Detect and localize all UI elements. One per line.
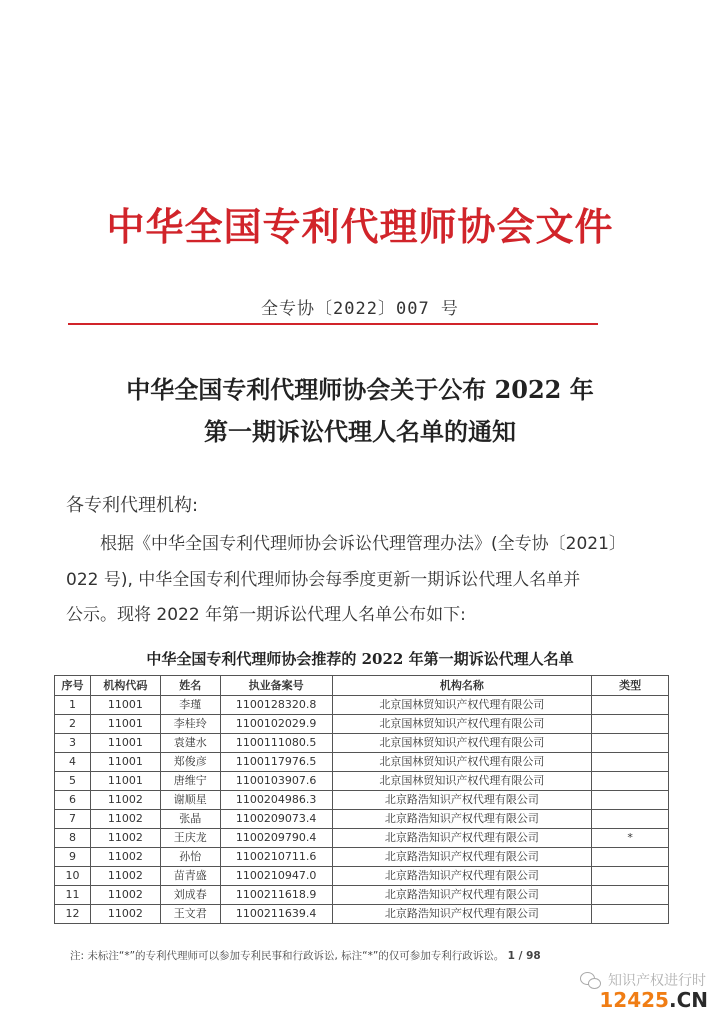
- cell-name: 刘成春: [160, 886, 220, 905]
- cell-seq: 10: [55, 867, 91, 886]
- table-row: [55, 905, 669, 924]
- cell-agency-code: 11002: [90, 791, 160, 810]
- cell-agency-name: 北京国林贸知识产权代理有限公司: [332, 696, 592, 715]
- cell-agency-name: 北京路浩知识产权代理有限公司: [332, 867, 592, 886]
- table-body: [55, 696, 669, 924]
- notice-title-line-2: 第一期诉讼代理人名单的通知: [204, 417, 516, 446]
- cell-type: [592, 772, 669, 791]
- cell-name: 孙怡: [160, 848, 220, 867]
- cell-license-number: 1100117976.5: [220, 753, 332, 772]
- cell-agency-name: 北京国林贸知识产权代理有限公司: [332, 753, 592, 772]
- cell-agency-name: 北京路浩知识产权代理有限公司: [332, 829, 592, 848]
- agent-roster-table: [54, 675, 669, 924]
- cell-agency-code: 11002: [90, 867, 160, 886]
- site-logo: [599, 988, 708, 1012]
- logo-number: 12425: [599, 988, 669, 1012]
- cell-license-number: 1100102029.9: [220, 715, 332, 734]
- cell-name: 唐维宁: [160, 772, 220, 791]
- cell-agency-name: 北京路浩知识产权代理有限公司: [332, 886, 592, 905]
- cell-type: [592, 810, 669, 829]
- cell-name: 李瑾: [160, 696, 220, 715]
- table-row: [55, 829, 669, 848]
- cell-seq: 8: [55, 829, 91, 848]
- cell-name: 袁建水: [160, 734, 220, 753]
- cell-name: 郑俊彦: [160, 753, 220, 772]
- cell-agency-code: 11001: [90, 734, 160, 753]
- header-agency-code: 机构代码: [90, 676, 160, 696]
- cell-type: [592, 715, 669, 734]
- footnote: [70, 948, 541, 963]
- header-license-number: 执业备案号: [220, 676, 332, 696]
- cell-agency-code: 11001: [90, 715, 160, 734]
- table-header-row: [55, 676, 669, 696]
- table-row: [55, 715, 669, 734]
- body-paragraph-line-3: 公示。现将 2022 年第一期诉讼代理人名单公布如下:: [66, 605, 466, 625]
- table-row: [55, 867, 669, 886]
- masthead-title: 中华全国专利代理师协会文件: [106, 204, 614, 249]
- cell-agency-name: 北京国林贸知识产权代理有限公司: [332, 734, 592, 753]
- body-paragraph-line-2: 022 号), 中华全国专利代理师协会每季度更新一期诉讼代理人名单并: [66, 570, 581, 590]
- cell-agency-code: 11001: [90, 772, 160, 791]
- cell-type: *: [592, 829, 669, 848]
- body-paragraph-line-1: [66, 527, 666, 561]
- cell-type: [592, 696, 669, 715]
- cell-license-number: 1100209790.4: [220, 829, 332, 848]
- cell-type: [592, 734, 669, 753]
- table-row: [55, 696, 669, 715]
- cell-license-number: 1100211639.4: [220, 905, 332, 924]
- cell-name: 谢顺星: [160, 791, 220, 810]
- cell-agency-code: 11002: [90, 848, 160, 867]
- cell-seq: 12: [55, 905, 91, 924]
- cell-seq: 2: [55, 715, 91, 734]
- table-row: [55, 848, 669, 867]
- cell-license-number: 1100210711.6: [220, 848, 332, 867]
- page-number: 1 / 98: [507, 950, 541, 962]
- cell-name: 王庆龙: [160, 829, 220, 848]
- cell-agency-name: 北京路浩知识产权代理有限公司: [332, 810, 592, 829]
- cell-seq: 1: [55, 696, 91, 715]
- table-row: [55, 734, 669, 753]
- cell-agency-name: 北京路浩知识产权代理有限公司: [332, 848, 592, 867]
- cell-agency-code: 11002: [90, 886, 160, 905]
- cell-seq: 6: [55, 791, 91, 810]
- cell-license-number: 1100209073.4: [220, 810, 332, 829]
- cell-type: [592, 753, 669, 772]
- cell-license-number: 1100204986.3: [220, 791, 332, 810]
- cell-type: [592, 905, 669, 924]
- footnote-text: 注: 未标注“*”的专利代理师可以参加专利民事和行政诉讼, 标注“*”的仅可参加专利行政诉讼。: [70, 950, 505, 962]
- table-row: [55, 791, 669, 810]
- cell-type: [592, 867, 669, 886]
- table-row: [55, 772, 669, 791]
- cell-agency-name: 北京路浩知识产权代理有限公司: [332, 905, 592, 924]
- header-type: 类型: [592, 676, 669, 696]
- cell-type: [592, 886, 669, 905]
- cell-name: 王文君: [160, 905, 220, 924]
- cell-seq: 5: [55, 772, 91, 791]
- table-title: 中华全国专利代理师协会推荐的 2022 年第一期诉讼代理人名单: [146, 650, 574, 668]
- cell-license-number: 1100103907.6: [220, 772, 332, 791]
- cell-seq: 9: [55, 848, 91, 867]
- red-divider: [68, 323, 598, 325]
- table-row: [55, 753, 669, 772]
- cell-seq: 7: [55, 810, 91, 829]
- watermark-text: 知识产权进行时: [608, 973, 706, 989]
- cell-agency-code: 11002: [90, 829, 160, 848]
- cell-seq: 11: [55, 886, 91, 905]
- header-name: 姓名: [160, 676, 220, 696]
- cell-agency-code: 11002: [90, 905, 160, 924]
- logo-suffix: .CN: [668, 988, 708, 1012]
- cell-type: [592, 791, 669, 810]
- salutation: 各专利代理机构:: [66, 495, 199, 516]
- table-row: [55, 886, 669, 905]
- cell-agency-name: 北京国林贸知识产权代理有限公司: [332, 772, 592, 791]
- body-line-1-text: 根据《中华全国专利代理师协会诉讼代理管理办法》(全专协〔2021〕: [100, 534, 626, 554]
- wechat-watermark: [580, 970, 706, 990]
- cell-license-number: 1100128320.8: [220, 696, 332, 715]
- cell-type: [592, 848, 669, 867]
- cell-name: 苗青盛: [160, 867, 220, 886]
- cell-agency-name: 北京路浩知识产权代理有限公司: [332, 791, 592, 810]
- cell-seq: 4: [55, 753, 91, 772]
- cell-agency-code: 11001: [90, 696, 160, 715]
- header-seq: 序号: [55, 676, 91, 696]
- header-agency-name: 机构名称: [332, 676, 592, 696]
- cell-license-number: 1100211618.9: [220, 886, 332, 905]
- cell-agency-code: 11002: [90, 810, 160, 829]
- cell-name: 张晶: [160, 810, 220, 829]
- cell-name: 李桂玲: [160, 715, 220, 734]
- wechat-icon: [580, 971, 602, 989]
- cell-license-number: 1100210947.0: [220, 867, 332, 886]
- document-number: 全专协〔2022〕007 号: [261, 299, 459, 319]
- cell-agency-code: 11001: [90, 753, 160, 772]
- cell-agency-name: 北京国林贸知识产权代理有限公司: [332, 715, 592, 734]
- notice-title-line-1: 中华全国专利代理师协会关于公布 2022 年: [126, 375, 594, 404]
- cell-seq: 3: [55, 734, 91, 753]
- table-row: [55, 810, 669, 829]
- cell-license-number: 1100111080.5: [220, 734, 332, 753]
